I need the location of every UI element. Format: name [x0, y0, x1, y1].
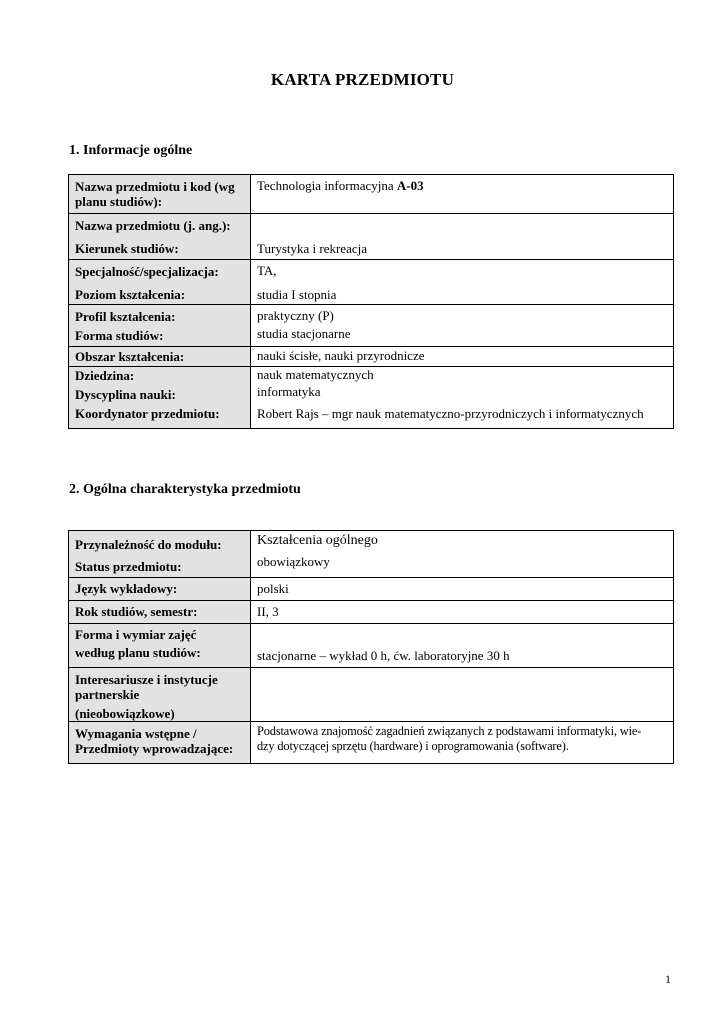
label-cell — [69, 175, 251, 214]
value-cell — [251, 601, 674, 624]
section-1-heading: 1. Informacje ogólne — [69, 143, 193, 158]
value-cell — [251, 214, 674, 260]
value-cell — [251, 367, 674, 429]
label-coordinator: Koordynator przedmiotu: — [75, 406, 220, 421]
value-course-name — [251, 175, 673, 193]
value-module: Kształcenia ogólnego — [257, 533, 378, 548]
label-prerequisites-cont: Przedmioty wprowadzające: — [75, 741, 234, 756]
value-level: studia I stopnia — [257, 287, 337, 302]
label-status: Status przedmiotu: — [75, 559, 182, 574]
label-cell — [69, 367, 251, 429]
label-course-name-en: Nazwa przedmiotu (j. ang.): — [75, 218, 231, 233]
label-cell — [69, 260, 251, 305]
characteristics-table — [68, 530, 674, 764]
value-field-of-study: Turystyka i rekreacja — [257, 241, 367, 256]
table-row — [69, 260, 674, 305]
label-stakeholders: Interesariusze i instytucje — [75, 672, 218, 687]
label-module: Przynależność do modułu: — [75, 537, 222, 552]
label-domain: Dziedzina: — [75, 368, 135, 383]
value-study-form: studia stacjonarne — [257, 326, 351, 341]
label-level: Poziom kształcenia: — [75, 287, 186, 302]
table-row — [69, 531, 674, 578]
value-year-semester: II, 3 — [257, 604, 279, 619]
value-area: nauki ścisłe, nauki przyrodnicze — [257, 348, 425, 363]
value-cell — [251, 260, 674, 305]
value-cell — [251, 175, 674, 214]
label-stakeholders-cont: partnerskie — [75, 687, 140, 702]
value-language: polski — [257, 581, 289, 596]
page-number: 1 — [665, 972, 671, 986]
label-cell — [69, 531, 251, 578]
value-cell — [251, 347, 674, 367]
table-row — [69, 347, 674, 367]
value-class-form: stacjonarne – wykład 0 h, ćw. laboratoryjne 30 h — [257, 648, 510, 663]
label-course-name-code: Nazwa przedmiotu i kod (wg — [75, 179, 235, 194]
table-row — [69, 175, 674, 214]
label-class-form: Forma i wymiar zajęć — [75, 627, 197, 642]
value-profile: praktyczny (P) — [257, 308, 334, 323]
label-discipline: Dyscyplina nauki: — [75, 387, 176, 402]
value-coordinator: Robert Rajs – mgr nauk matematyczno-przyrodniczych i informatycznych — [257, 406, 644, 421]
label-cell — [69, 668, 251, 722]
value-prerequisites: Podstawowa znajomość zagadnień związanych z podstawami informatyki, wie- — [257, 724, 642, 738]
table-row — [69, 578, 674, 601]
label-course-name-code-cont: planu studiów): — [75, 194, 163, 209]
value-cell — [251, 668, 674, 722]
label-cell — [69, 578, 251, 601]
label-cell — [69, 347, 251, 367]
table-row — [69, 624, 674, 668]
label-cell — [69, 214, 251, 260]
value-cell — [251, 305, 674, 347]
table-row — [69, 305, 674, 347]
section-2-heading: 2. Ogólna charakterystyka przedmiotu — [69, 482, 301, 497]
label-area: Obszar kształcenia: — [75, 349, 185, 364]
label-optional: (nieobowiązkowe) — [75, 706, 175, 721]
course-name: Technologia informacyjna — [257, 178, 397, 193]
value-specialization: TA, — [257, 263, 277, 278]
label-specialization: Specjalność/specjalizacja: — [75, 264, 219, 279]
value-cell — [251, 531, 674, 578]
label-cell — [69, 624, 251, 668]
label-class-form-cont: według planu studiów: — [75, 645, 201, 660]
value-discipline: informatyka — [257, 384, 321, 399]
table-row — [69, 668, 674, 722]
value-status: obowiązkowy — [257, 554, 330, 569]
value-cell — [251, 722, 674, 764]
label-language: Język wykładowy: — [75, 581, 178, 596]
table-row — [69, 601, 674, 624]
label-field-of-study: Kierunek studiów: — [75, 241, 179, 256]
value-prerequisites-cont: dzy dotyczącej sprzętu (hardware) i oprogramowania (software). — [257, 739, 569, 753]
label-year-semester: Rok studiów, semestr: — [75, 604, 198, 619]
table-row — [69, 722, 674, 764]
value-cell — [251, 578, 674, 601]
table-row — [69, 214, 674, 260]
value-course-name-en — [251, 214, 673, 233]
value-domain: nauk matematycznych — [257, 367, 374, 382]
label-cell — [69, 722, 251, 764]
label-profile: Profil kształcenia: — [75, 309, 176, 324]
general-info-table — [68, 174, 674, 429]
value-cell — [251, 624, 674, 668]
course-code: A-03 — [396, 178, 424, 193]
label-cell — [69, 305, 251, 347]
table-row — [69, 367, 674, 429]
document-title: KARTA PRZEDMIOTU — [270, 70, 455, 89]
label-study-form: Forma studiów: — [75, 328, 164, 343]
label-cell — [69, 601, 251, 624]
label-prerequisites: Wymagania wstępne / — [75, 726, 197, 741]
